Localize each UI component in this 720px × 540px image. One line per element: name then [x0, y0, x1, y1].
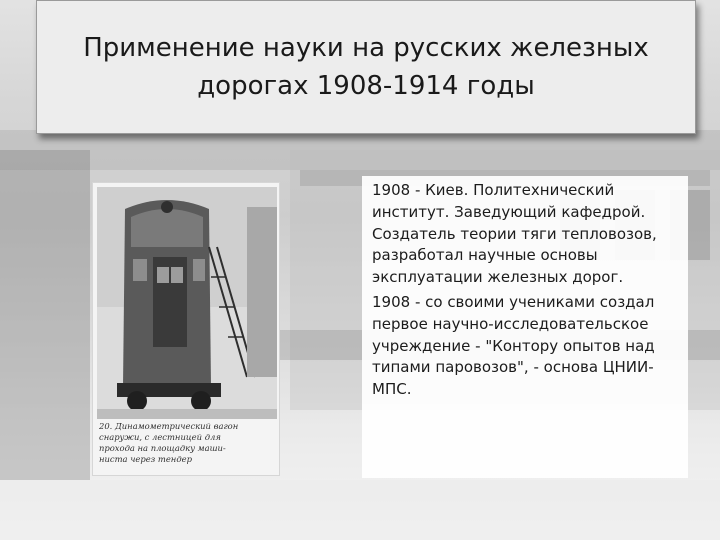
text-panel	[362, 176, 688, 478]
historic-photo	[92, 182, 280, 476]
title-box	[36, 0, 696, 134]
railcar-photo-image	[97, 187, 277, 419]
paragraph-2: 1908 - со своими учениками создал первое научно-исследовательское учреждение - "Контору опытов над типами паровозов", - основа ЦНИИ-МПС.	[372, 292, 655, 399]
paragraph-1: 1908 - Киев. Политехнический институт. Заведующий кафедрой. Создатель теории тяги тепловозов, разработал научные основы эксплуатации железных дорог.	[372, 181, 657, 287]
photo-caption: 20. Динамометрический вагон снаружи, с лестницей для прохода на площадку маши- ниста через тендер	[99, 421, 239, 464]
slide-title: Применение науки на русских железных дорогах 1908-1914 годы	[83, 33, 649, 101]
